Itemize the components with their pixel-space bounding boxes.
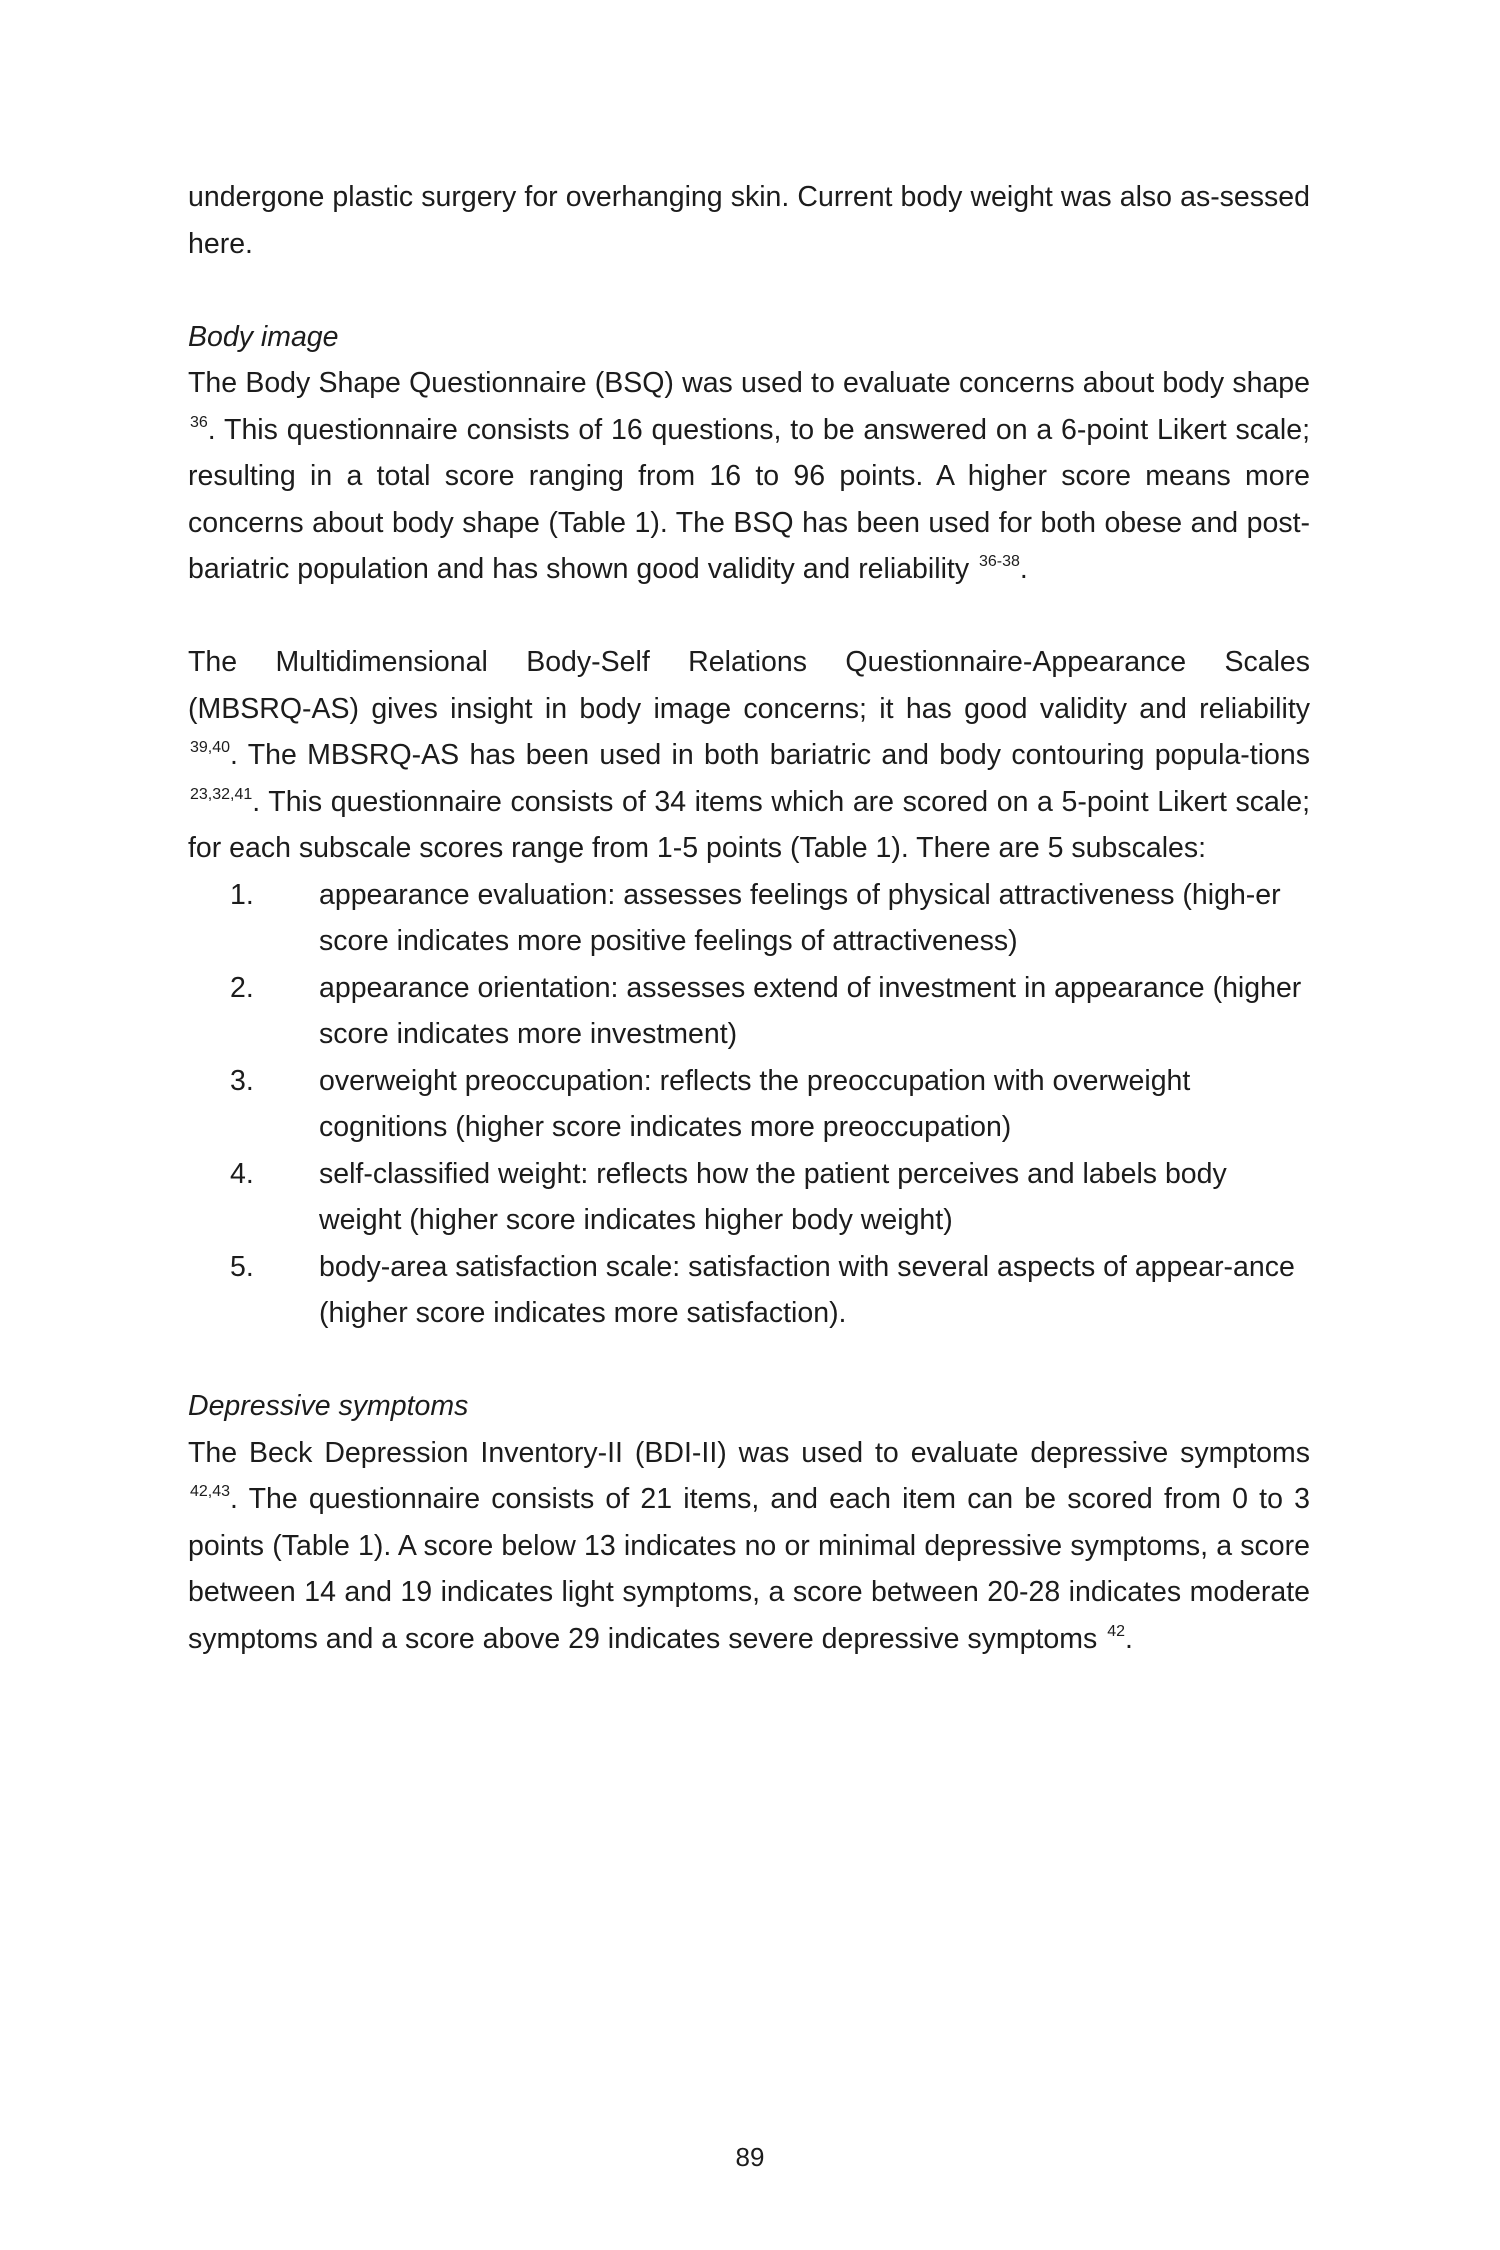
- section-body-image: [188, 314, 1310, 1337]
- mbsrq-text-3: . This questionnaire consists of 34 items which are scored on a 5-point Likert scale; for each subscale scores range from 1-5 points (Table 1). There are 5 subscales:: [188, 785, 1310, 864]
- section-depressive-symptoms: [188, 1383, 1310, 1662]
- subscale-item: [188, 872, 1310, 965]
- citation-ref: 42,43: [190, 1483, 231, 1500]
- list-number: 5.: [230, 1250, 254, 1283]
- citation-ref: 36-38: [979, 553, 1020, 570]
- list-item-text: appearance orientation: assesses extend of investment in appearance (higher score indicates more investment): [319, 971, 1302, 1050]
- bdi-text-1: The Beck Depression Inventory-II (BDI-II) was used to evaluate depressive symptoms: [188, 1436, 1310, 1469]
- subscale-item: [188, 1151, 1310, 1244]
- subscale-item: [188, 1244, 1310, 1337]
- page-number: 89: [735, 2142, 765, 2172]
- mbsrq-first-line: The Multidimensional Body-Self Relations Questionnaire-Appearance Scales: [188, 646, 1310, 678]
- list-item-text: self-classified weight: reflects how the patient perceives and labels body weight (higher score indicates higher body weight): [319, 1157, 1227, 1236]
- bsq-text-3: .: [1019, 553, 1028, 585]
- list-item-text: appearance evaluation: assesses feelings of physical attractiveness (high-er score indicates more positive feelings of attractiveness): [319, 878, 1281, 957]
- subscale-list: [188, 872, 1310, 1337]
- intro-paragraph: undergone plastic surgery for overhanging skin. Current body weight was also as-sessed here.: [188, 181, 1310, 260]
- citation-ref: 39,40: [190, 739, 231, 756]
- subscale-item: [188, 965, 1310, 1058]
- mbsrq-text-2: . The MBSRQ-AS has been used in both bariatric and body contouring popula-tions: [230, 739, 1310, 771]
- section-heading-body-image: Body image: [188, 320, 339, 353]
- subscale-item: [188, 1058, 1310, 1151]
- list-number: 2.: [230, 971, 254, 1004]
- mbsrq-text-1: (MBSRQ-AS) gives insight in body image concerns; it has good validity and reliability: [188, 692, 1310, 725]
- spacer: [188, 267, 1310, 314]
- bdi-text-3: .: [1124, 1622, 1133, 1655]
- list-item-text: overweight preoccupation: reflects the preoccupation with overweight cognitions (higher score indicates more preoccupation): [319, 1064, 1191, 1143]
- bsq-paragraph: [188, 360, 1310, 593]
- spacer: [188, 1337, 1310, 1384]
- section-heading-depressive-symptoms: Depressive symptoms: [188, 1390, 469, 1422]
- citation-ref: 42: [1107, 1622, 1125, 1640]
- bdi-text-2: . The questionnaire consists of 21 items, and each item can be scored from 0 to 3 points (Table 1). A score below 13 indicates no or minimal depressive symptoms, a score between 14 and 19 indicates light symptoms, a score between 20-28 indicates moderate symptoms and a score above 29 indicates severe depressive symptoms: [188, 1483, 1310, 1655]
- list-item-text: body-area satisfaction scale: satisfaction with several aspects of appear-ance (higher score indicates more satisfaction).: [319, 1250, 1295, 1329]
- bsq-text-1: The Body Shape Questionnaire (BSQ) was used to evaluate concerns about body shape: [188, 367, 1310, 399]
- mbsrq-paragraph: [188, 639, 1310, 872]
- page-content: [188, 174, 1310, 1662]
- spacer: [188, 593, 1310, 640]
- list-number: 4.: [230, 1157, 254, 1190]
- list-number: 3.: [230, 1064, 254, 1097]
- citation-ref: 36: [190, 413, 208, 431]
- bdi-paragraph: [188, 1430, 1310, 1663]
- bsq-text-2: . This questionnaire consists of 16 questions, to be answered on a 6-point Likert scale; resulting in a total score ranging from 16 to 96 points. A higher score means more concerns about body shape (Table 1). The BSQ has been used for both obese and post-bariatric population and has shown good validity and reliability: [188, 413, 1310, 585]
- citation-ref: 23,32,41: [190, 785, 253, 803]
- list-number: 1.: [230, 878, 254, 911]
